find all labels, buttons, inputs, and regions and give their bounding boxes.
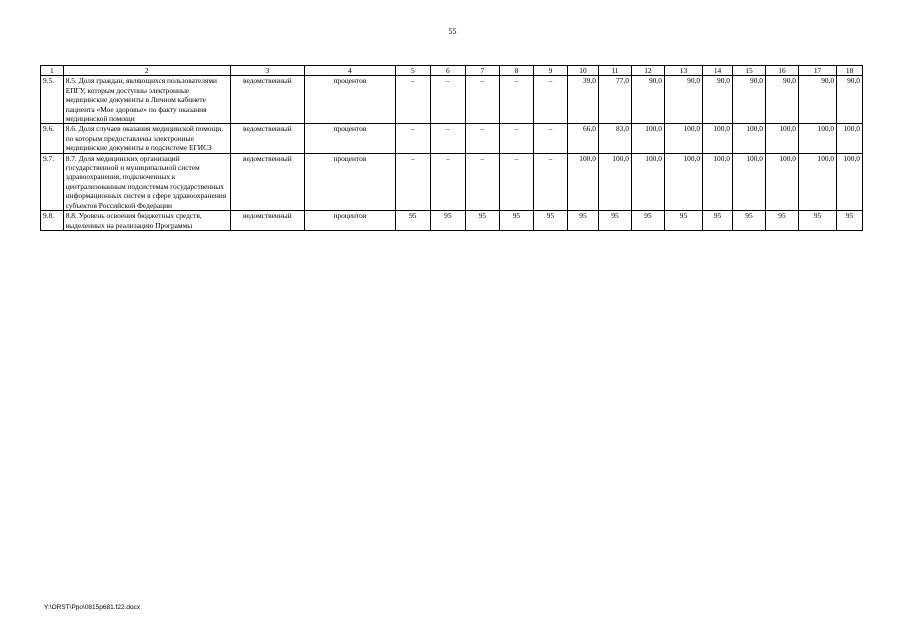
- value-cell: 95: [430, 211, 465, 231]
- value-cell: 100,0: [703, 153, 733, 210]
- value-cell: 95: [837, 211, 863, 231]
- value-cell: 90,0: [765, 76, 798, 124]
- row-number-cell: 9.5.: [41, 76, 64, 124]
- unit-cell: процентов: [305, 153, 396, 210]
- value-cell: 100,0: [631, 153, 664, 210]
- file-path-footer: Y:\ORST\Ppo\0815p681.f22.docx: [44, 604, 141, 611]
- indicator-name-cell: 8.5. Доля граждан, являющихся пользователями ЕПГУ, которым доступны электронные медицинские документы в Личном кабинете пациента «Мое здоровье» по факту оказания медицинской помощи: [63, 76, 230, 124]
- header-cell: 6: [430, 66, 465, 76]
- unit-cell: процентов: [305, 76, 396, 124]
- value-cell: –: [533, 124, 567, 153]
- value-cell: –: [465, 124, 499, 153]
- value-cell: 95: [395, 211, 430, 231]
- value-cell: 90,0: [837, 76, 863, 124]
- indicator-type-cell: ведомственный: [230, 153, 304, 210]
- value-cell: 100,0: [631, 124, 664, 153]
- value-cell: 95: [567, 211, 598, 231]
- value-cell: 95: [732, 211, 765, 231]
- value-cell: 100,0: [798, 124, 836, 153]
- value-cell: 100,0: [837, 124, 863, 153]
- header-cell: 1: [41, 66, 64, 76]
- value-cell: 100,0: [798, 153, 836, 210]
- value-cell: 95: [598, 211, 631, 231]
- value-cell: 100,0: [837, 153, 863, 210]
- value-cell: 90,0: [732, 76, 765, 124]
- value-cell: 100,0: [765, 153, 798, 210]
- value-cell: –: [395, 124, 430, 153]
- value-cell: –: [499, 124, 533, 153]
- value-cell: 100,0: [598, 153, 631, 210]
- value-cell: 77,0: [598, 76, 631, 124]
- value-cell: 100,0: [664, 124, 702, 153]
- table-row: [41, 211, 863, 231]
- value-cell: 95: [703, 211, 733, 231]
- indicator-name-cell: 8.8. Уровень освоения бюджетных средств, выделенных на реализацию Программы: [63, 211, 230, 231]
- unit-cell: процентов: [305, 124, 396, 153]
- header-cell: 14: [703, 66, 733, 76]
- row-number-cell: 9.8.: [41, 211, 64, 231]
- page-number: 55: [448, 27, 457, 36]
- value-cell: 95: [631, 211, 664, 231]
- indicator-table: [40, 65, 863, 231]
- value-cell: 100,0: [703, 124, 733, 153]
- value-cell: 90,0: [664, 76, 702, 124]
- header-cell: 2: [63, 66, 230, 76]
- value-cell: –: [533, 153, 567, 210]
- value-cell: 90,0: [631, 76, 664, 124]
- row-number-cell: 9.7.: [41, 153, 64, 210]
- indicator-name-cell: 8.7. Доля медицинских организаций государственной и муниципальной систем здравоохранения, подключенных к централизованным подсистемам государственных информационных систем в сфере здравоохранения субъектов Российской Федерации: [63, 153, 230, 210]
- value-cell: –: [533, 76, 567, 124]
- value-cell: 95: [765, 211, 798, 231]
- value-cell: 95: [533, 211, 567, 231]
- value-cell: –: [395, 153, 430, 210]
- value-cell: 66,0: [567, 124, 598, 153]
- header-cell: 17: [798, 66, 836, 76]
- value-cell: –: [430, 76, 465, 124]
- row-number-cell: 9.6.: [41, 124, 64, 153]
- value-cell: 39,0: [567, 76, 598, 124]
- header-cell: 5: [395, 66, 430, 76]
- value-cell: 83,0: [598, 124, 631, 153]
- indicator-type-cell: ведомственный: [230, 76, 304, 124]
- indicator-type-cell: ведомственный: [230, 211, 304, 231]
- value-cell: 95: [465, 211, 499, 231]
- value-cell: –: [465, 153, 499, 210]
- value-cell: 95: [664, 211, 702, 231]
- header-cell: 7: [465, 66, 499, 76]
- table-row: [41, 124, 863, 153]
- value-cell: 100,0: [567, 153, 598, 210]
- value-cell: 95: [499, 211, 533, 231]
- value-cell: 90,0: [703, 76, 733, 124]
- value-cell: 100,0: [732, 153, 765, 210]
- unit-cell: процентов: [305, 211, 396, 231]
- value-cell: 100,0: [732, 124, 765, 153]
- header-cell: 4: [305, 66, 396, 76]
- indicator-name-cell: 8.6. Доля случаев оказания медицинской помощи, по которым предоставлены электронные медицинские документы в подсистеме ЕГИСЗ: [63, 124, 230, 153]
- value-cell: –: [430, 124, 465, 153]
- header-cell: 12: [631, 66, 664, 76]
- header-row: [41, 66, 863, 76]
- value-cell: –: [499, 76, 533, 124]
- value-cell: –: [465, 76, 499, 124]
- value-cell: 95: [798, 211, 836, 231]
- value-cell: –: [430, 153, 465, 210]
- value-cell: –: [395, 76, 430, 124]
- header-cell: 16: [765, 66, 798, 76]
- header-cell: 9: [533, 66, 567, 76]
- header-cell: 11: [598, 66, 631, 76]
- value-cell: 100,0: [664, 153, 702, 210]
- table-row: [41, 153, 863, 210]
- header-cell: 18: [837, 66, 863, 76]
- header-cell: 3: [230, 66, 304, 76]
- indicator-type-cell: ведомственный: [230, 124, 304, 153]
- header-cell: 8: [499, 66, 533, 76]
- value-cell: –: [499, 153, 533, 210]
- header-cell: 15: [732, 66, 765, 76]
- value-cell: 100,0: [765, 124, 798, 153]
- header-cell: 13: [664, 66, 702, 76]
- header-cell: 10: [567, 66, 598, 76]
- table-row: [41, 76, 863, 124]
- value-cell: 90,0: [798, 76, 836, 124]
